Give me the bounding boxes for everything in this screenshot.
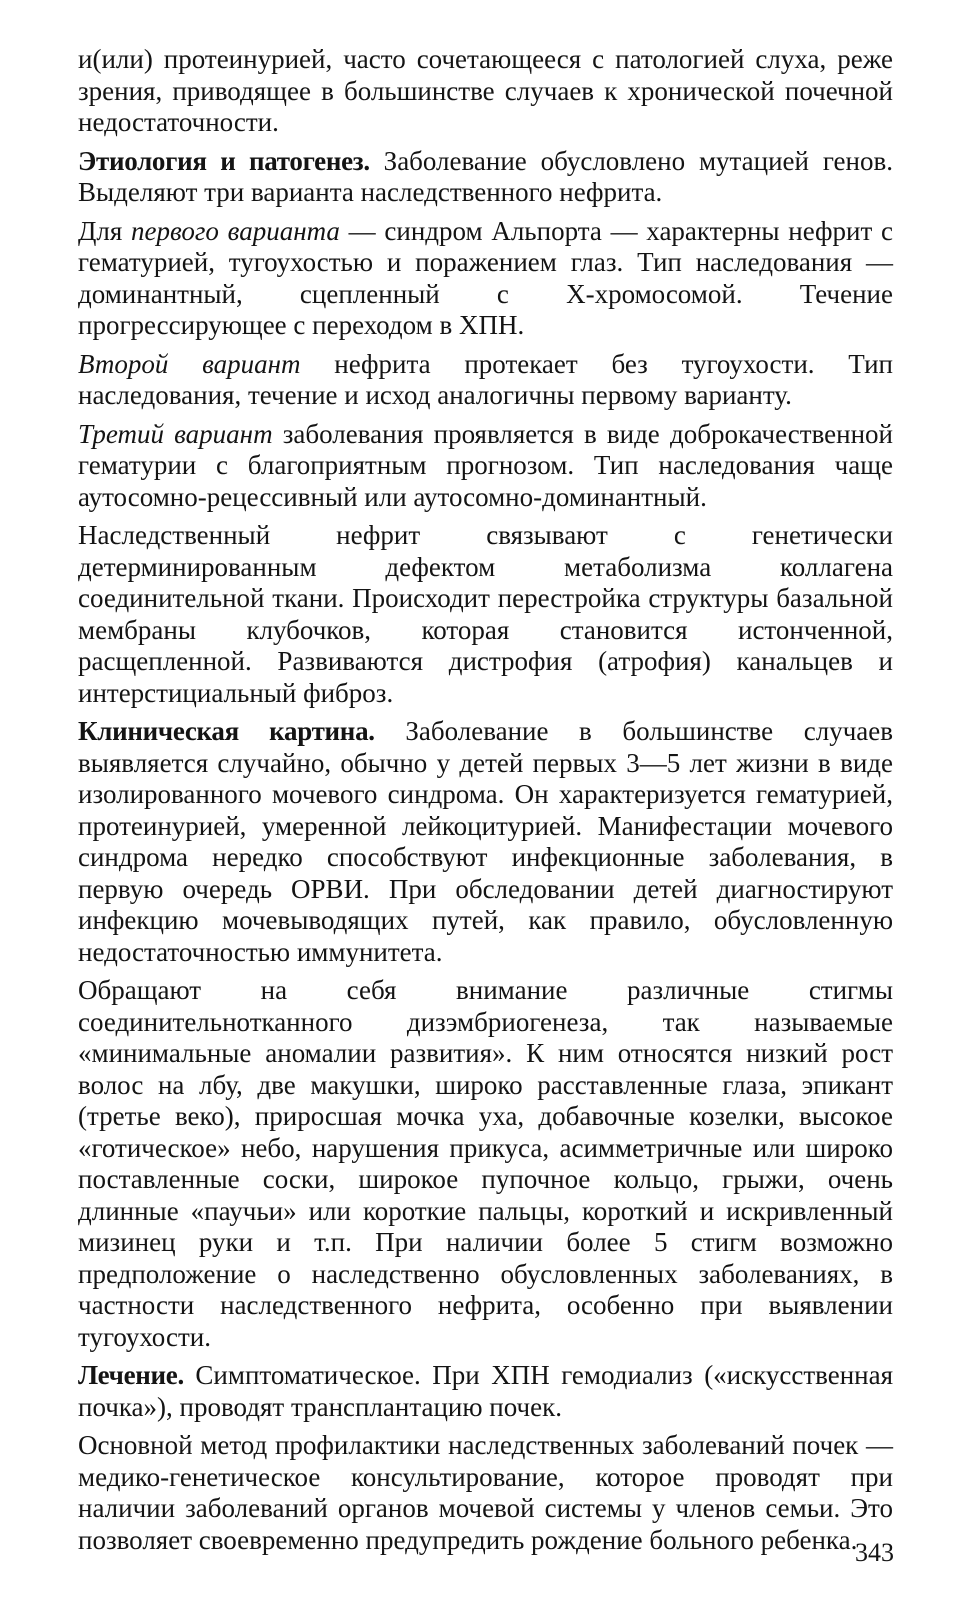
text-run: Заболевание обусловлено мутацией генов. Выделяют три варианта наследственного нефрита. — [78, 145, 893, 207]
paragraph-third-variant — [78, 419, 893, 514]
paragraph-treatment — [78, 1360, 893, 1423]
paragraph-pathogenesis — [78, 520, 893, 709]
text-run: нефрита протекает без тугоухости. Тип наследования, течение и исход аналогичны первому варианту. — [78, 348, 893, 410]
text-run: — синдром Альпорта — характерны нефрит с гематурией, тугоухостью и поражением глаз. Тип наследования — доминантный, сцепленный с Х-хромосомой. Течение прогрессирующее с переходом в ХПН. — [78, 215, 894, 340]
text-run: заболевания проявляется в виде доброкачественной гематурии с благоприятным прогнозом. Тип наследования чаще аутосомно-рецессивный или аутосомно-доминантный. — [78, 418, 893, 512]
paragraph-prevention — [78, 1430, 893, 1556]
page-number: 343 — [855, 1538, 894, 1567]
paragraph-clinical-picture — [78, 716, 893, 968]
section-heading-etiology: Этиология и патогенез. — [78, 145, 370, 176]
section-heading-clinical-picture: Клиническая картина. — [78, 716, 375, 746]
text-run: Симптоматическое. При ХПН гемодиализ («искусственная почка»), проводят трансплантацию почек. — [78, 1360, 893, 1422]
paragraph-first-variant — [78, 216, 893, 342]
paragraph-intro-continuation — [78, 44, 893, 139]
emphasis-third-variant: Третий вариант — [78, 418, 273, 449]
paragraph-second-variant — [78, 349, 893, 412]
text-run: и(или) протеинурией, часто сочетающееся с патологией слуха, реже зрения, приводящее в большинстве случаев к хронической почечной недостаточности. — [78, 44, 893, 137]
text-run: Основной метод профилактики наследственных заболеваний почек — медико-генетическое консультирование, которое проводят при наличии заболеваний органов мочевой системы у членов семьи. Это позволяет своевременно предупредить рождение больного ребенка. — [78, 1430, 893, 1555]
emphasis-first-variant: первого варианта — [131, 215, 340, 246]
text-run: Наследственный нефрит связывают с генетически детерминированным дефектом метаболизма коллагена соединительной ткани. Происходит перестройка структуры базальной мембраны клубочков, которая становится истонченной, расщепленной. Развиваются дистрофия (атрофия) канальцев и интерстициальный фиброз. — [78, 520, 893, 708]
text-run: Для — [78, 215, 132, 246]
section-heading-treatment: Лечение. — [78, 1360, 184, 1390]
text-run: Заболевание в большинстве случаев выявляется случайно, обычно у детей первых 3—5 лет жизни в виде изолированного мочевого синдрома. Он характеризуется гематурией, протеинурией, умеренной лейкоцитурией. Манифестации мочевого синдрома нередко способствуют инфекционные заболевания, в первую очередь ОРВИ. При обследовании детей диагностируют инфекцию мочевыводящих путей, как правило, обусловленную недостаточностью иммунитета. — [78, 716, 893, 967]
text-run: Обращают на себя внимание различные стигмы соединительнотканного дизэмбриогенеза, так называемые «минимальные аномалии развития». К ним относятся низкий рост волос на лбу, две макушки, широко расставленные глаза, эпикант (третье веко), приросшая мочка уха, добавочные козелки, высокое «готическое» небо, нарушения прикуса, асимметричные или широко поставленные соски, широкое пупочное кольцо, грыжи, очень длинные «паучьи» или короткие пальцы, короткий и искривленный мизинец руки и т.п. При наличии более 5 стигм возможно предположение о наследственно обусловленных заболеваниях, в частности наследственного нефрита, особенно при выявлении тугоухости. — [78, 975, 893, 1352]
paragraph-stigmas — [78, 975, 893, 1353]
paragraph-etiology — [78, 146, 893, 209]
emphasis-second-variant: Второй вариант — [78, 348, 301, 379]
